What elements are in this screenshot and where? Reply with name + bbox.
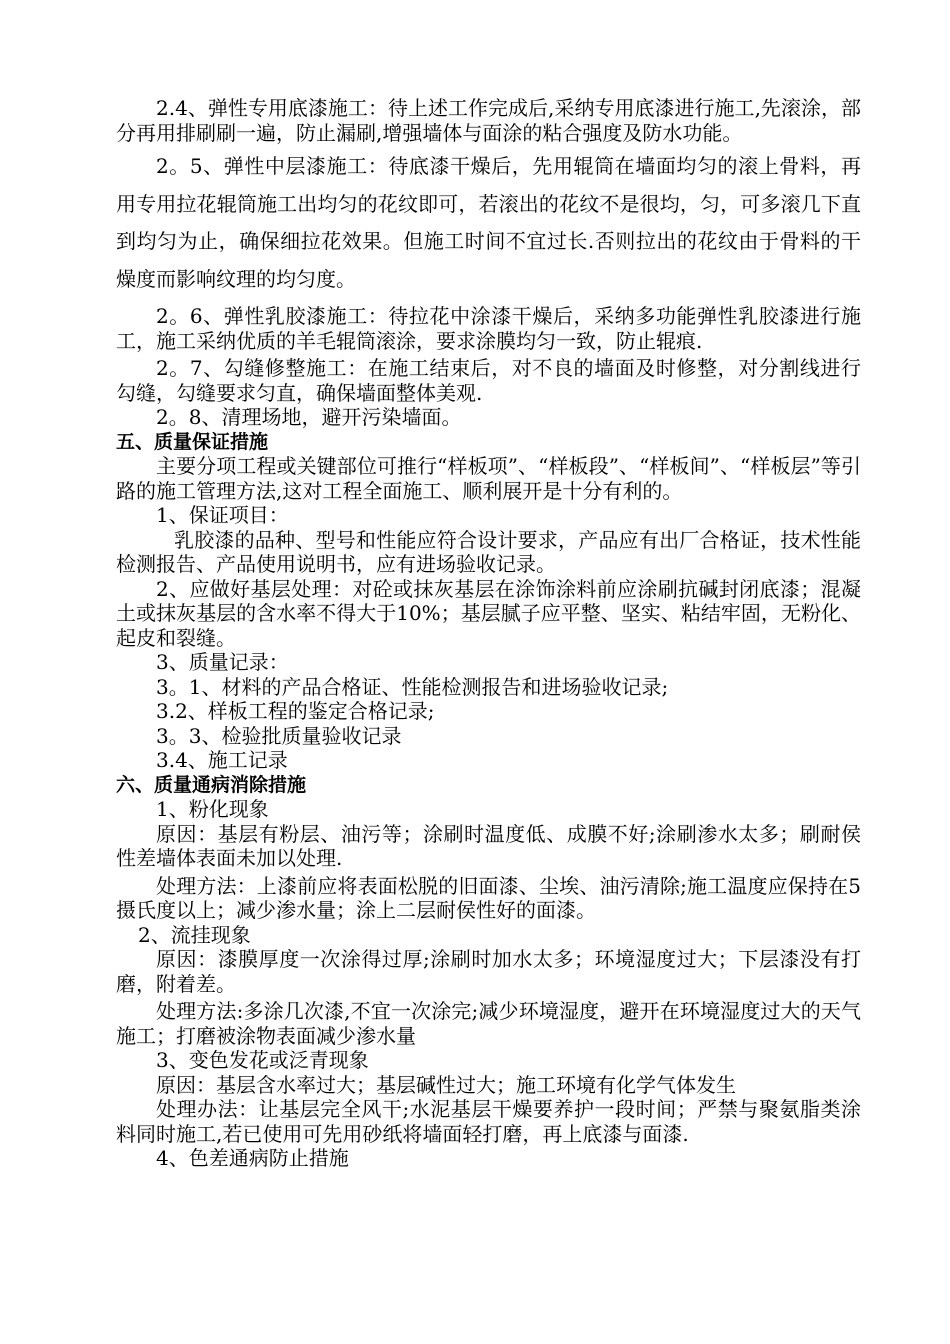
paragraph-2-4: 2.4、弹性专用底漆施工：待上述工作完成后,采纳专用底漆进行施工,先滚涂，部分再用排刷刷一遍，防止漏刷,增强墙体与面涂的粘合强度及防水功能。	[116, 96, 861, 145]
paragraph-6-1: 1、粉化现象	[156, 797, 269, 821]
paragraph-2-5: 2。5、弹性中层漆施工：待底漆干燥后，先用辊筒在墙面均匀的滚上骨料，再用专用拉花辊筒施工出均匀的花纹即可，若滚出的花纹不是很均，匀，可多滚几下直到均匀为止，确保细拉花效果。但施工时间不宜过长.否则拉出的花纹由于骨料的干燥度而影响纹理的均匀度。	[116, 154, 861, 291]
paragraph-6-1-cause: 原因：基层有粉层、油污等；涂刷时温度低、成膜不好;涂刷渗水太多；刷耐侯性差墙体表面未加以处理.	[116, 821, 861, 870]
paragraph-6-3: 3、变色发花或泛青现象	[156, 1048, 369, 1072]
paragraph-5-intro: 主要分项工程或关键部位可推行“样板项”、“样板段”、“样板间”、“样板层”等引路的施工管理方法,这对工程全面施工、顺利展开是十分有利的。	[116, 454, 861, 503]
paragraph-6-1-fix: 处理方法：上漆前应将表面松脱的旧面漆、尘埃、油污清除;施工温度应保持在5摄氏度以上；减少渗水量；涂上二层耐侯性好的面漆。	[116, 873, 861, 922]
section-heading-6: 六、质量通病消除措施	[116, 773, 307, 796]
paragraph-6-2-fix: 处理方法:多涂几次漆,不宜一次涂完;减少环境湿度，避开在环境湿度过大的天气施工；打磨被涂物表面减少渗水量	[116, 999, 861, 1048]
document-page	[116, 96, 861, 1171]
paragraph-2-6: 2。6、弹性乳胶漆施工：待拉花中涂漆干燥后，采纳多功能弹性乳胶漆进行施工，施工采纳优质的羊毛辊筒滚涂，要求涂膜均匀一致，防止辊痕.	[116, 304, 861, 353]
paragraph-6-4: 4、色差通病防止措施	[156, 1146, 349, 1170]
paragraph-2-8: 2。8、清理场地，避开污染墙面。	[156, 405, 462, 429]
paragraph-5-2: 2、应做好基层处理：对砼或抹灰基层在涂饰涂料前应涂刷抗碱封闭底漆；混凝土或抹灰基层的含水率不得大于10%；基层腻子应平整、坚实、粘结牢固，无粉化、起皮和裂缝。	[116, 576, 861, 650]
paragraph-6-3-cause: 原因：基层含水率过大；基层碱性过大；施工环境有化学气体发生	[156, 1072, 736, 1097]
paragraph-5-1-body: 乳胶漆的品种、型号和性能应符合设计要求，产品应有出厂合格证，技术性能检测报告、产品使用说明书，应有进场验收记录。	[116, 527, 861, 576]
paragraph-6-2-cause: 原因：漆膜厚度一次涂得过厚;涂刷时加水太多；环境湿度过大；下层漆没有打磨，附着差。	[116, 947, 861, 996]
paragraph-5-1: 1、保证项目：	[156, 503, 289, 527]
paragraph-6-2: 2、流挂现象	[138, 922, 251, 947]
paragraph-5-3-4: 3.4、施工记录	[156, 748, 288, 772]
section-heading-5: 五、质量保证措施	[116, 430, 269, 453]
paragraph-5-3-3: 3。3、检验批质量验收记录	[156, 723, 402, 748]
paragraph-5-3: 3、质量记录：	[156, 650, 289, 674]
paragraph-2-7: 2。7、勾缝修整施工：在施工结束后，对不良的墙面及时修整，对分割线进行勾缝，勾缝要求匀直，确保墙面整体美观.	[116, 356, 861, 405]
paragraph-6-3-fix: 处理办法：让基层完全风干;水泥基层干燥要养护一段时间；严禁与聚氨脂类涂料同时施工,若已使用可先用砂纸将墙面轻打磨，再上底漆与面漆.	[116, 1097, 861, 1146]
paragraph-5-3-1: 3。1、材料的产品合格证、性能检测报告和进场验收记录;	[156, 674, 669, 699]
paragraph-5-3-2: 3.2、样板工程的鉴定合格记录;	[156, 699, 435, 723]
